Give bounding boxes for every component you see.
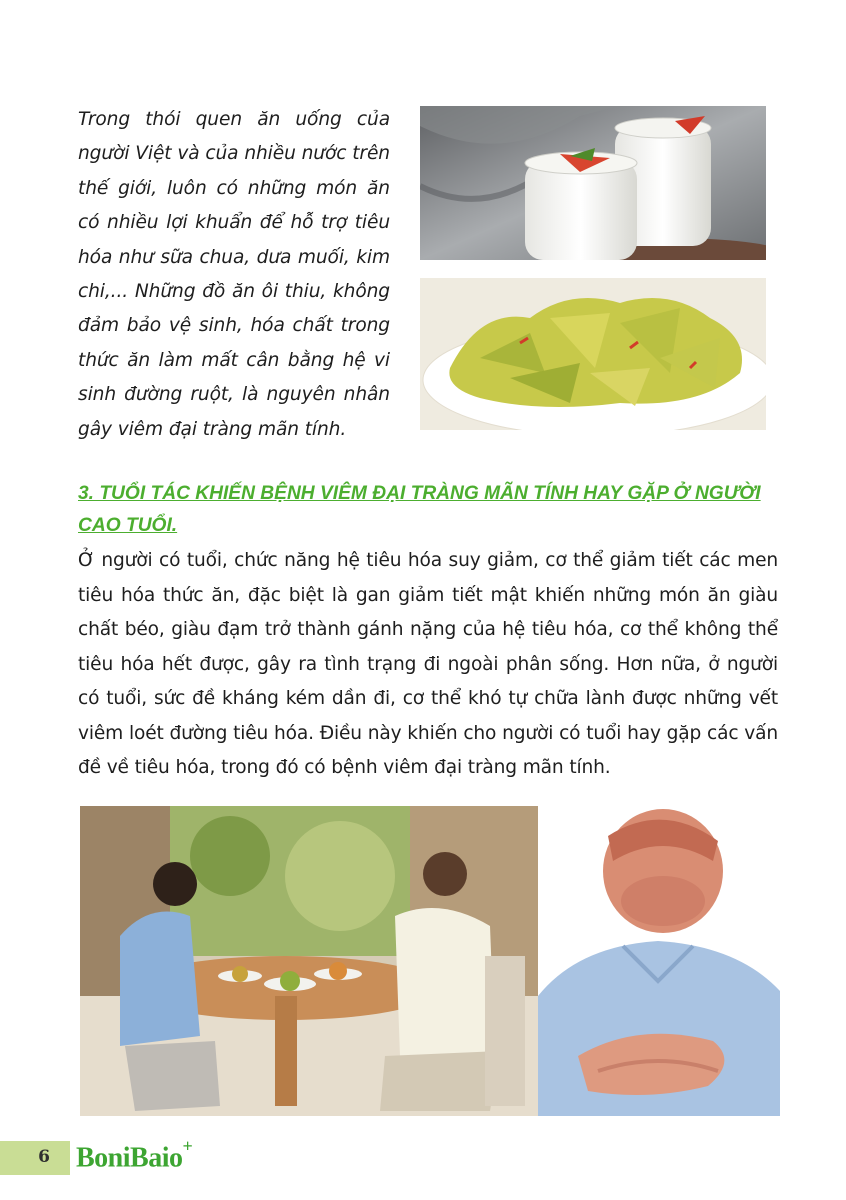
yogurt-photo [420, 106, 766, 260]
section-body: Ở người có tuổi, chức năng hệ tiêu hóa suy giảm, cơ thể giảm tiết các men tiêu hóa thức ăn, đặc biệt là gan giảm tiết mật khiến những món ăn giàu chất béo, giàu đạm trở thành gánh nặng của hệ tiêu hóa, cơ thể không thể tiêu hóa hết được, gây ra tình trạng đi ngoài phân sống. Hơn nữa, ở người có tuổi, sức đề kháng kém dần đi, cơ thể khó tự chữa lành được những vết viêm loét đường tiêu hóa. Điều này khiến cho người có tuổi hay gặp các vấn đề về tiêu hóa, trong đó có bệnh viêm đại tràng mãn tính. [78, 550, 778, 778]
brand-name: BoniBaio [76, 1142, 183, 1174]
elderly-couple-dining-photo [80, 806, 538, 1116]
intro-paragraph: Trong thói quen ăn uống của người Việt và của nhiều nước trên thế giới, luôn có những món ăn có nhiều lợi khuẩn để hỗ trợ tiêu hóa như sữa chua, dưa muối, kim chi,... Những đồ ăn ôi thiu, không đảm bảo vệ sinh, hóa chất trong thức ăn làm mất cân bằng hệ vi sinh đường ruột, là nguyên nhân gây viêm đại tràng mãn tính. [78, 109, 390, 440]
page-number: 6 [38, 1147, 50, 1167]
section-heading: 3. TUỔI TÁC KHIẾN BỆNH VIÊM ĐẠI TRÀNG MÃN TÍNH HAY GẶP Ở NGƯỜI CAO TUỔI. [78, 483, 761, 536]
pickled-vegetables-photo [420, 278, 766, 430]
brand-plus-mark: + [182, 1136, 193, 1156]
brand-logo [76, 1136, 193, 1174]
man-with-stomach-pain-photo [538, 806, 780, 1116]
